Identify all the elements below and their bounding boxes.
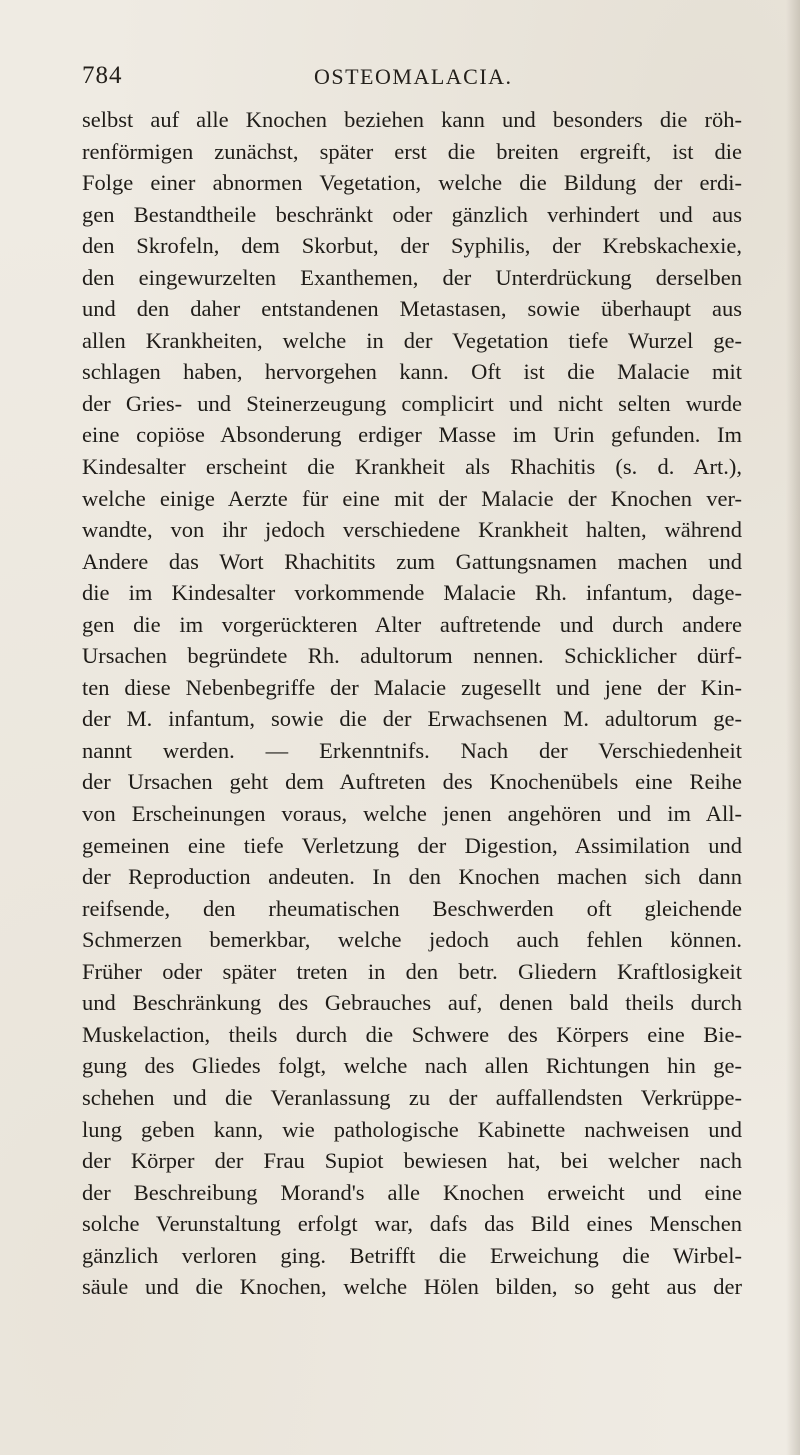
text-line: und Beschränkung des Gebrauches auf, denen bald theils durch: [82, 990, 742, 1016]
text-line: der Beschreibung Morand's alle Knochen erweicht und eine: [82, 1179, 742, 1205]
text-line: welche einige Aerzte für eine mit der Malacie der Knochen ver-: [82, 485, 742, 511]
text-line: der Ursachen geht dem Auftreten des Knochenübels eine Reihe: [82, 769, 742, 795]
text-line: die im Kindesalter vorkommende Malacie Rh. infantum, dage-: [82, 580, 742, 606]
page-number: 784: [82, 62, 123, 89]
text-line: den Skrofeln, dem Skorbut, der Syphilis, der Krebskachexie,: [82, 233, 742, 259]
text-line: allen Krankheiten, welche in der Vegetation tiefe Wurzel ge-: [82, 327, 742, 353]
text-line: gung des Gliedes folgt, welche nach allen Richtungen hin ge-: [82, 1053, 742, 1079]
text-line: wandte, von ihr jedoch verschiedene Krankheit halten, während: [82, 517, 742, 543]
text-line: gen Bestandtheile beschränkt oder gänzlich verhindert und aus: [82, 201, 742, 227]
text-line: schlagen haben, hervorgehen kann. Oft ist die Malacie mit: [82, 359, 742, 385]
text-line: der Körper der Frau Supiot bewiesen hat, bei welcher nach: [82, 1148, 742, 1174]
text-line: gemeinen eine tiefe Verletzung der Digestion, Assimilation und: [82, 832, 742, 858]
page-edge-shadow: [786, 0, 800, 1455]
text-line: reifsende, den rheumatischen Beschwerden oft gleichende: [82, 895, 742, 921]
text-line: eine copiöse Absonderung erdiger Masse im Urin gefunden. Im: [82, 422, 742, 448]
text-line: selbst auf alle Knochen beziehen kann und besonders die röh-: [82, 107, 742, 132]
running-head: OSTEOMALACIA.: [314, 64, 513, 89]
text-line: Schmerzen bemerkbar, welche jedoch auch fehlen können.: [82, 927, 742, 953]
text-line: Kindesalter erscheint die Krankheit als Rhachitis (s. d. Art.),: [82, 454, 742, 480]
text-line: Ursachen begründete Rh. adultorum nennen. Schicklicher dürf-: [82, 643, 742, 669]
text-line: lung geben kann, wie pathologische Kabinette nachweisen und: [82, 1116, 742, 1142]
text-line: ten diese Nebenbegriffe der Malacie zugesellt und jene der Kin-: [82, 674, 742, 700]
text-line: renförmigen zunächst, später erst die breiten ergreift, ist die: [82, 138, 742, 164]
text-line: nannt werden. — Erkenntnifs. Nach der Verschiedenheit: [82, 737, 742, 763]
text-line: gänzlich verloren ging. Betrifft die Erweichung die Wirbel-: [82, 1242, 742, 1268]
text-line: säule und die Knochen, welche Hölen bilden, so geht aus der: [82, 1274, 742, 1300]
text-line: den eingewurzelten Exanthemen, der Unterdrückung derselben: [82, 264, 742, 290]
text-line: Folge einer abnormen Vegetation, welche die Bildung der erdi-: [82, 170, 742, 196]
text-line: Früher oder später treten in den betr. Gliedern Kraftlosigkeit: [82, 958, 742, 984]
body-text: [82, 104, 742, 1303]
text-line: von Erscheinungen voraus, welche jenen angehören und im All-: [82, 801, 742, 827]
text-line: der Reproduction andeuten. In den Knochen machen sich dann: [82, 864, 742, 890]
text-line: schehen und die Veranlassung zu der auffallendsten Verkrüppe-: [82, 1084, 742, 1110]
text-line: Muskelaction, theils durch die Schwere des Körpers eine Bie-: [82, 1021, 742, 1047]
text-line: und den daher entstandenen Metastasen, sowie überhaupt aus: [82, 296, 742, 322]
page-header: [82, 62, 742, 98]
text-line: solche Verunstaltung erfolgt war, dafs das Bild eines Menschen: [82, 1211, 742, 1237]
text-line: gen die im vorgerückteren Alter auftretende und durch andere: [82, 611, 742, 637]
text-line: der Gries- und Steinerzeugung complicirt und nicht selten wurde: [82, 390, 742, 416]
text-line: der M. infantum, sowie die der Erwachsenen M. adultorum ge-: [82, 706, 742, 732]
text-line: Andere das Wort Rhachitits zum Gattungsnamen machen und: [82, 548, 742, 574]
